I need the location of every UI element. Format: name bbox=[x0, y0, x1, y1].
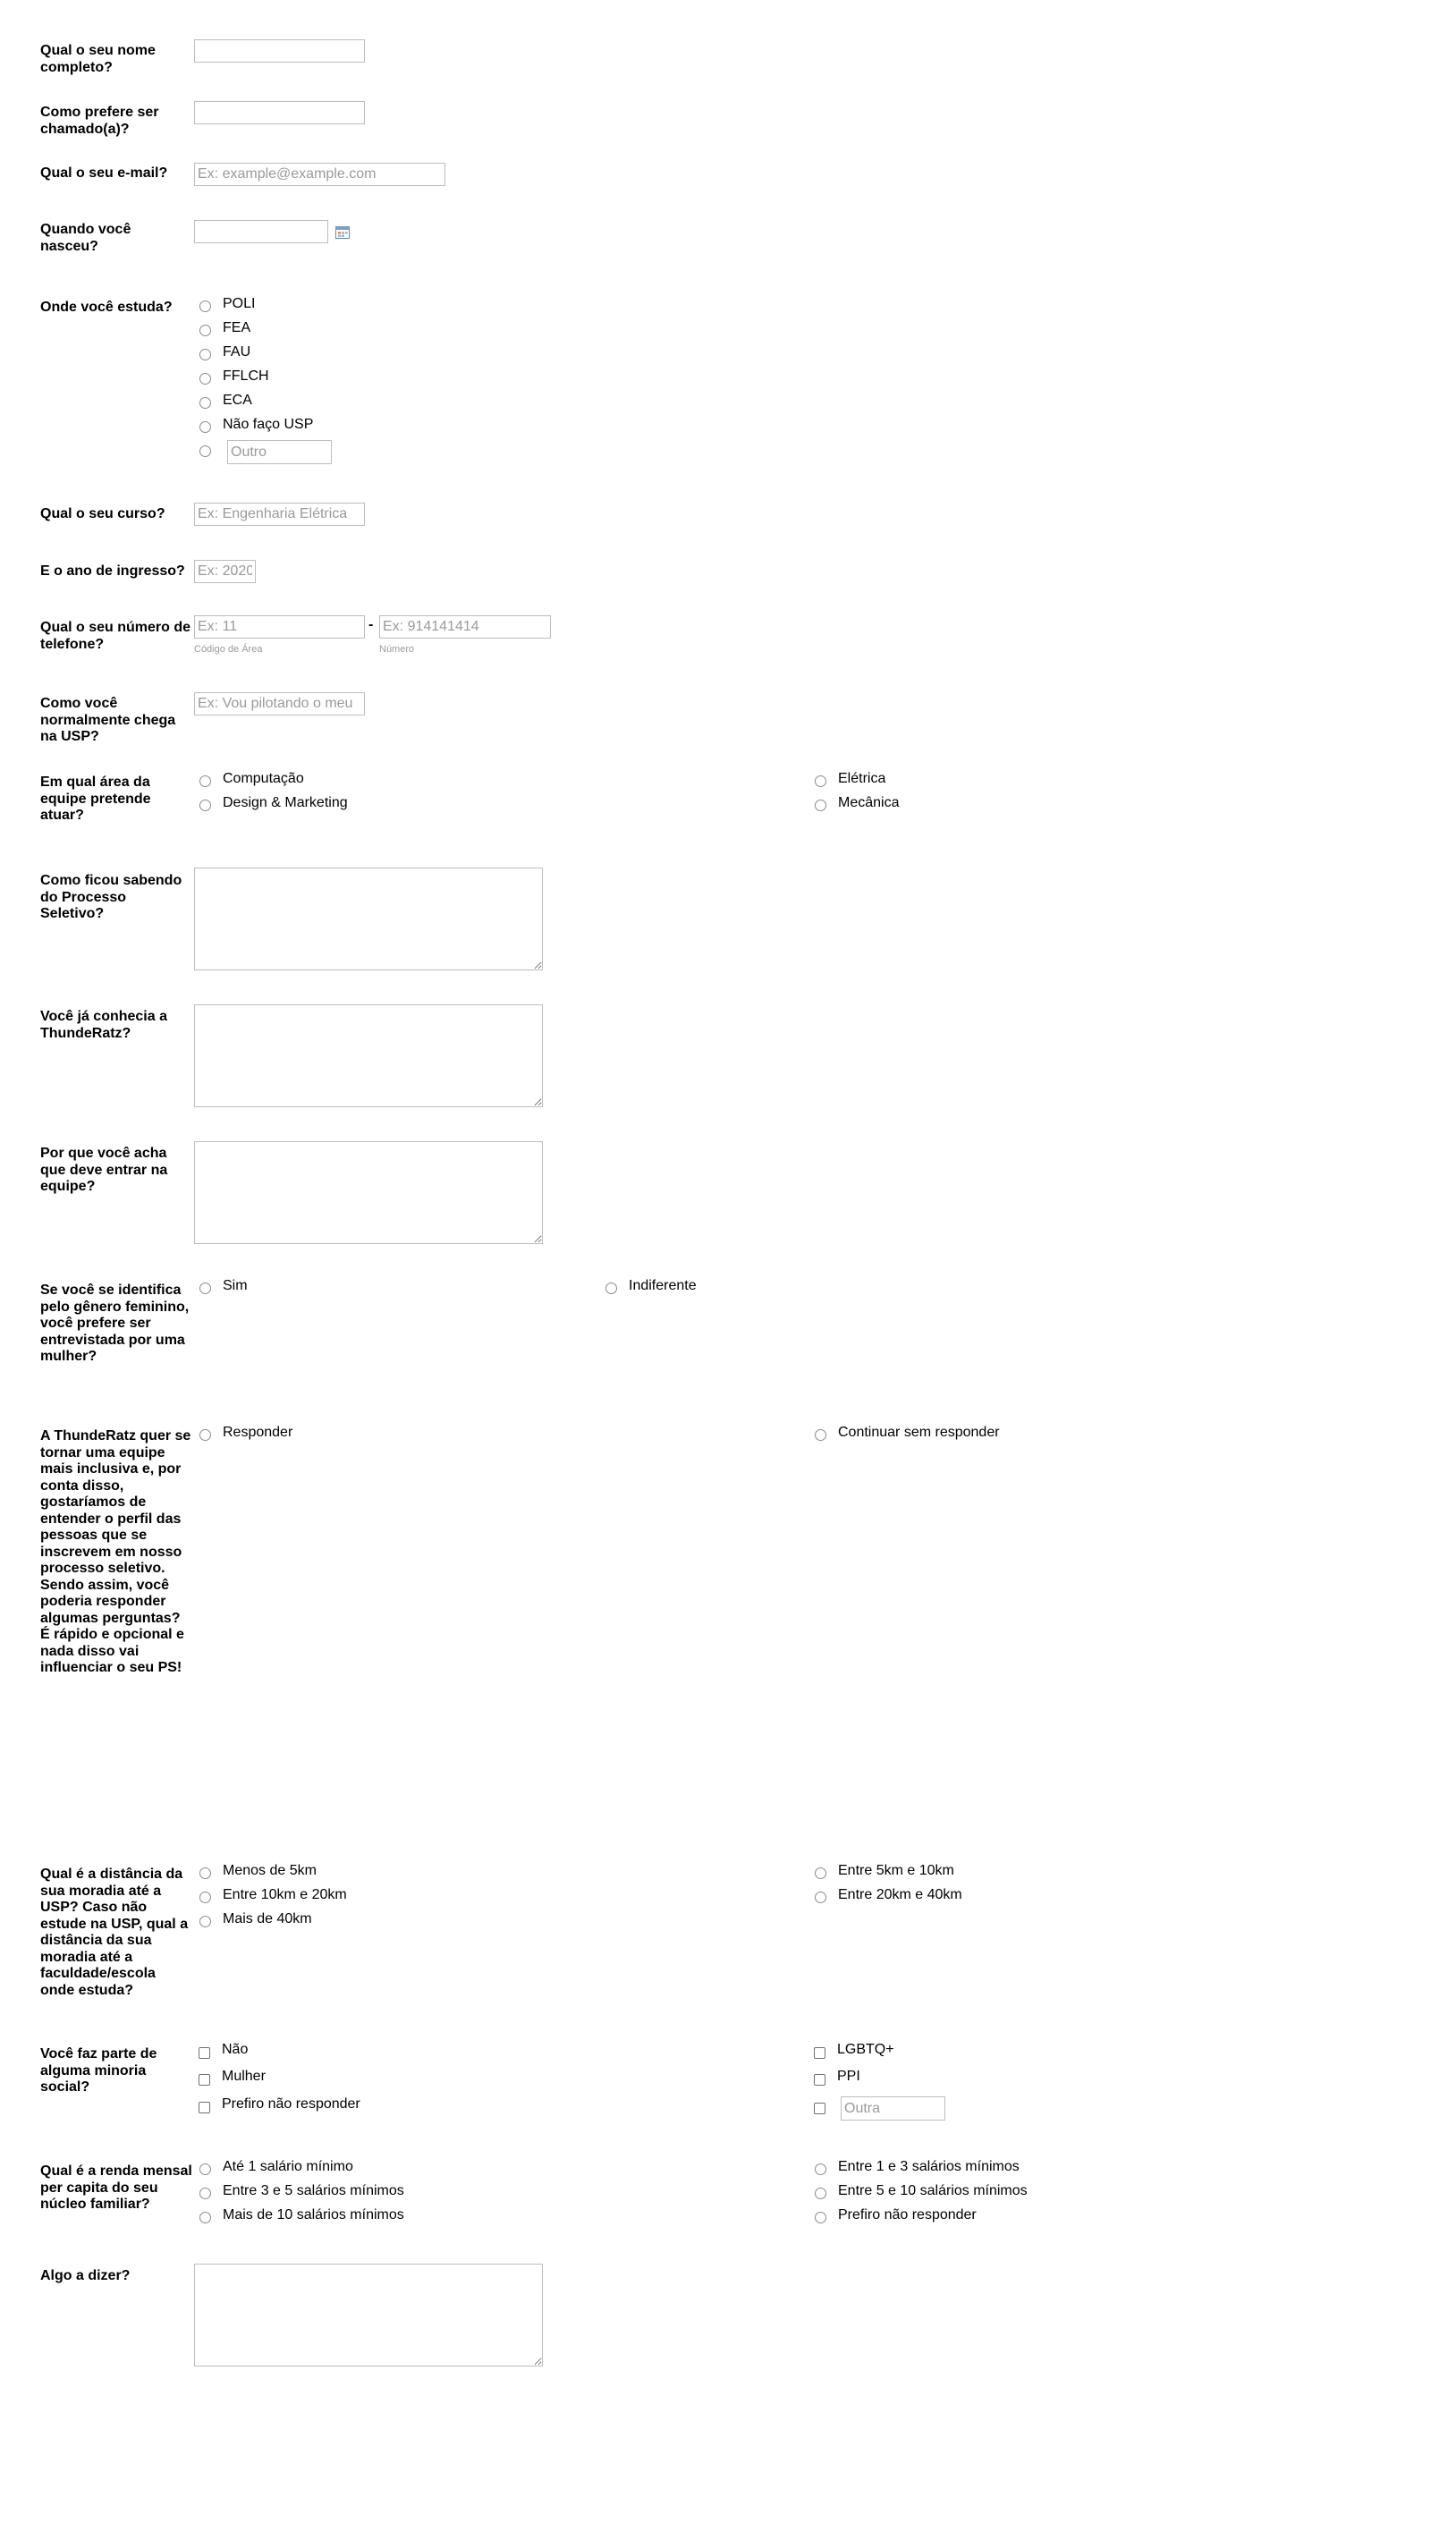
school-option-label: FEA bbox=[223, 320, 251, 335]
minority-check-ppi[interactable] bbox=[814, 2074, 825, 2086]
school-other-input[interactable] bbox=[227, 440, 332, 464]
minority-option-label: Mulher bbox=[222, 2069, 266, 2084]
minority-check-lgbtq[interactable] bbox=[814, 2047, 825, 2059]
distance-option-label: Entre 20km e 40km bbox=[838, 1887, 962, 1902]
inclusive-label: A ThundeRatz quer se tornar uma equipe mais inclusiva e, por conta disso, gostaríamos de entender o perfil das pessoas que se inscrevem em nosso processo seletivo. Sendo assim, você poderia responder algumas perguntas? É rápido e opcional e nada disso vai influenciar o seu PS! bbox=[40, 1428, 191, 1675]
female-interviewer-label: Se você se identifica pelo gênero feminino, você prefere ser entrevistada por uma mulher? bbox=[40, 1283, 190, 1364]
phone-number-sublabel: Número bbox=[379, 644, 415, 655]
income-label: Qual é a renda mensal per capita do seu núcleo familiar? bbox=[40, 2163, 192, 2212]
commute-label: Como você normalmente chega na USP? bbox=[40, 696, 176, 744]
phone-area-input[interactable] bbox=[194, 615, 365, 639]
income-radio-5-10[interactable] bbox=[815, 2188, 826, 2199]
why-textarea[interactable] bbox=[194, 1141, 543, 1244]
email-input[interactable] bbox=[194, 163, 445, 186]
phone-separator: - bbox=[368, 617, 374, 632]
minority-option-label: Prefiro não responder bbox=[222, 2096, 360, 2112]
inclusive-radio-continuar[interactable] bbox=[815, 1429, 826, 1441]
minority-check-nao[interactable] bbox=[199, 2047, 210, 2059]
full-name-label: Qual o seu nome completo? bbox=[40, 43, 156, 75]
phone-number-input[interactable] bbox=[379, 615, 551, 639]
area-option-label: Elétrica bbox=[838, 771, 886, 786]
distance-option-label: Entre 10km e 20km bbox=[223, 1887, 347, 1902]
school-option-label: ECA bbox=[223, 393, 252, 408]
distance-radio-gt40[interactable] bbox=[199, 1916, 211, 1927]
inclusive-option-label: Responder bbox=[223, 1425, 293, 1440]
nickname-input[interactable] bbox=[194, 101, 365, 124]
phone-area-sublabel: Código de Área bbox=[194, 644, 263, 655]
school-radio-poli[interactable] bbox=[199, 301, 211, 312]
how-found-label: Como ficou sabendo do Processo Seletivo? bbox=[40, 873, 182, 921]
calendar-icon[interactable] bbox=[335, 225, 350, 239]
area-radio-design[interactable] bbox=[199, 800, 211, 811]
distance-radio-5-10[interactable] bbox=[815, 1867, 826, 1879]
school-radio-fea[interactable] bbox=[199, 325, 211, 336]
course-input[interactable] bbox=[194, 503, 365, 526]
school-radio-nao-usp[interactable] bbox=[199, 421, 211, 433]
full-name-input[interactable] bbox=[194, 39, 365, 63]
year-input[interactable] bbox=[194, 560, 256, 583]
income-option-label: Entre 1 e 3 salários mínimos bbox=[838, 2159, 1020, 2174]
commute-input[interactable] bbox=[194, 692, 365, 715]
birth-label: Quando você nasceu? bbox=[40, 222, 131, 254]
female-interviewer-option-label: Sim bbox=[223, 1278, 248, 1293]
income-option-label: Entre 5 e 10 salários mínimos bbox=[838, 2183, 1028, 2198]
area-option-label: Computação bbox=[223, 771, 304, 786]
area-radio-eletrica[interactable] bbox=[815, 775, 826, 787]
minority-other-input[interactable] bbox=[841, 2096, 945, 2121]
anything-textarea[interactable] bbox=[194, 2264, 543, 2366]
school-radio-other[interactable] bbox=[199, 445, 211, 457]
email-label: Qual o seu e-mail? bbox=[40, 165, 168, 181]
phone-label: Qual o seu número de telefone? bbox=[40, 620, 191, 652]
minority-check-mulher[interactable] bbox=[199, 2074, 210, 2086]
school-option-label: FAU bbox=[223, 344, 251, 360]
income-option-label: Mais de 10 salários mínimos bbox=[223, 2207, 404, 2222]
income-radio-ate1[interactable] bbox=[199, 2163, 211, 2175]
course-label: Qual o seu curso? bbox=[40, 506, 165, 521]
female-interviewer-radio-sim[interactable] bbox=[199, 1283, 211, 1294]
area-option-label: Design & Marketing bbox=[223, 795, 348, 810]
minority-check-prefiro[interactable] bbox=[199, 2102, 210, 2113]
distance-label: Qual é a distância da sua moradia até a USP? Caso não estude na USP, qual a distância da sua moradia até a faculdade/escola onde estuda? bbox=[40, 1867, 189, 1998]
knew-textarea[interactable] bbox=[194, 1004, 543, 1107]
minority-option-label: PPI bbox=[837, 2069, 860, 2084]
school-radio-fflch[interactable] bbox=[199, 373, 211, 385]
distance-radio-lt5[interactable] bbox=[199, 1867, 211, 1879]
birth-input[interactable] bbox=[194, 220, 328, 243]
minority-option-label: LGBTQ+ bbox=[837, 2042, 894, 2057]
school-option-label: Não faço USP bbox=[223, 417, 314, 432]
knew-label: Você já conhecia a ThundeRatz? bbox=[40, 1009, 167, 1041]
income-radio-prefiro[interactable] bbox=[815, 2212, 826, 2223]
income-radio-gt10[interactable] bbox=[199, 2212, 211, 2223]
minority-option-label: Não bbox=[222, 2042, 249, 2057]
income-radio-3-5[interactable] bbox=[199, 2188, 211, 2199]
nickname-label: Como prefere ser chamado(a)? bbox=[40, 105, 159, 137]
area-radio-mecanica[interactable] bbox=[815, 800, 826, 811]
female-interviewer-option-label: Indiferente bbox=[629, 1278, 697, 1293]
inclusive-radio-responder[interactable] bbox=[199, 1429, 211, 1441]
anything-label: Algo a dizer? bbox=[40, 2268, 131, 2283]
distance-option-label: Mais de 40km bbox=[223, 1911, 312, 1926]
distance-radio-10-20[interactable] bbox=[199, 1892, 211, 1903]
year-label: E o ano de ingresso? bbox=[40, 563, 185, 579]
income-radio-1-3[interactable] bbox=[815, 2163, 826, 2175]
inclusive-option-label: Continuar sem responder bbox=[838, 1425, 1000, 1440]
school-radio-fau[interactable] bbox=[199, 349, 211, 360]
female-interviewer-radio-indiferente[interactable] bbox=[605, 1283, 617, 1294]
income-option-label: Até 1 salário mínimo bbox=[223, 2159, 353, 2174]
why-label: Por que você acha que deve entrar na equipe? bbox=[40, 1146, 168, 1194]
distance-option-label: Entre 5km e 10km bbox=[838, 1863, 954, 1878]
school-option-label: FFLCH bbox=[223, 368, 269, 384]
how-found-textarea[interactable] bbox=[194, 868, 543, 970]
distance-radio-20-40[interactable] bbox=[815, 1892, 826, 1903]
distance-option-label: Menos de 5km bbox=[223, 1863, 317, 1878]
school-radio-eca[interactable] bbox=[199, 397, 211, 409]
minority-label: Você faz parte de alguma minoria social? bbox=[40, 2046, 157, 2095]
income-option-label: Prefiro não responder bbox=[838, 2207, 977, 2222]
area-option-label: Mecânica bbox=[838, 795, 900, 810]
minority-check-other[interactable] bbox=[814, 2103, 825, 2114]
school-option-label: POLI bbox=[223, 296, 256, 311]
income-option-label: Entre 3 e 5 salários mínimos bbox=[223, 2183, 404, 2198]
school-label: Onde você estuda? bbox=[40, 300, 173, 315]
area-radio-computacao[interactable] bbox=[199, 775, 211, 787]
area-label: Em qual área da equipe pretende atuar? bbox=[40, 775, 151, 823]
